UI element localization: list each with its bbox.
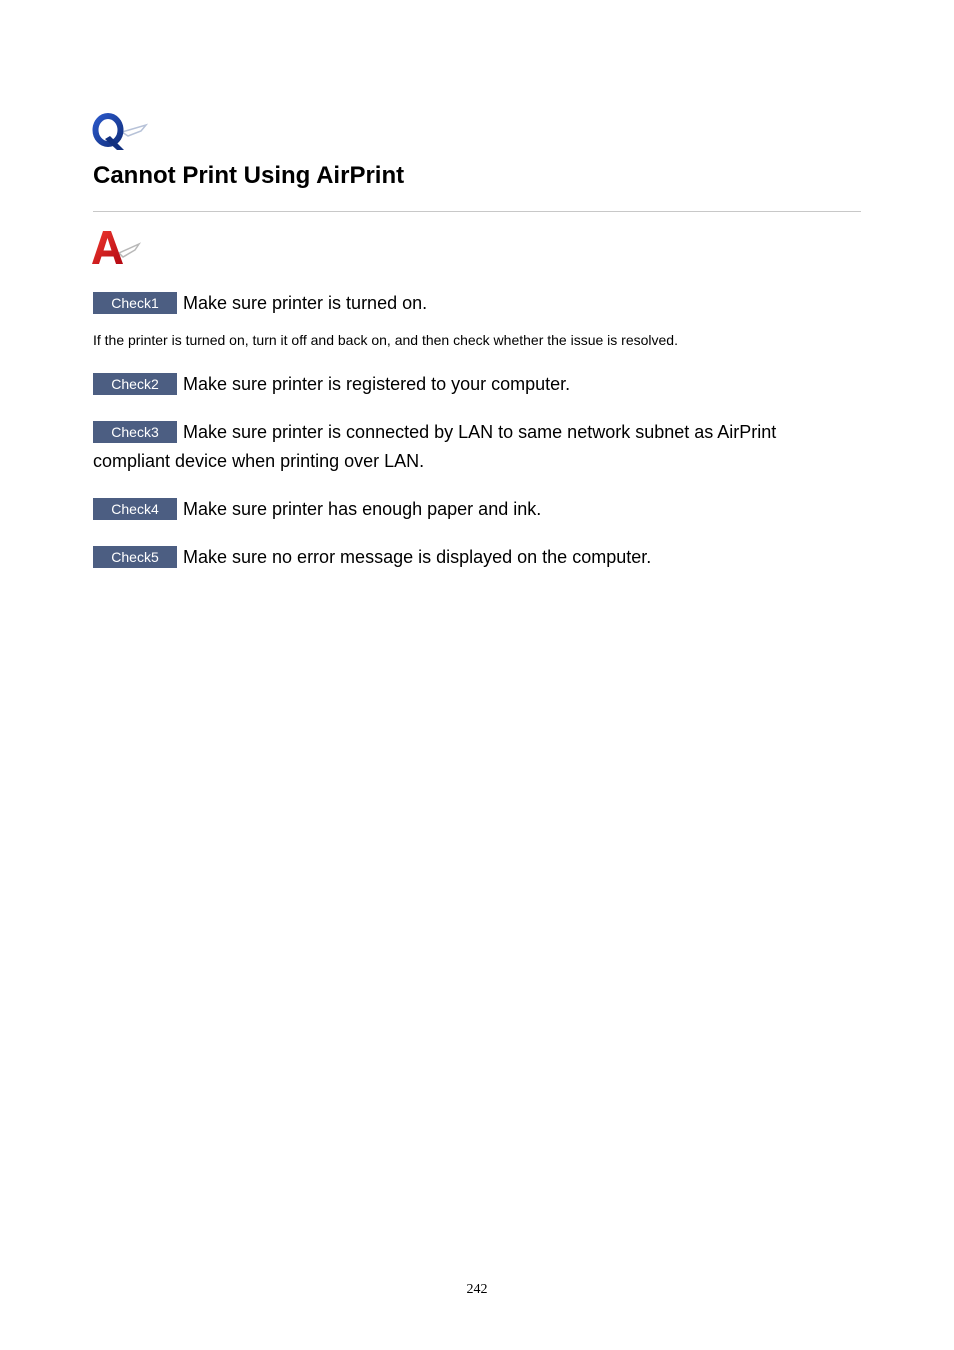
check-text: Make sure printer is turned on. — [183, 293, 428, 313]
check-text: Make sure printer has enough paper and ink. — [183, 499, 542, 519]
check-text: Make sure printer is connected by LAN to same network subnet as AirPrint compliant device when printing over LAN. — [93, 422, 777, 471]
check-badge: Check1 — [93, 292, 177, 314]
check-badge: Check4 — [93, 498, 177, 520]
check-badge: Check5 — [93, 546, 177, 568]
check-text: Make sure printer is registered to your computer. — [183, 374, 571, 394]
answer-a-icon — [92, 229, 142, 267]
question-q-icon — [92, 112, 148, 152]
check1-note: If the printer is turned on, turn it off and back on, and then check whether the issue is resolved. — [93, 332, 678, 348]
check-badge: Check2 — [93, 373, 177, 395]
check-item-3 — [93, 418, 853, 476]
page-number: 242 — [466, 1282, 488, 1297]
check-badge: Check3 — [93, 421, 177, 443]
check-item-1 — [93, 289, 853, 318]
page-title: Cannot Print Using AirPrint — [93, 162, 405, 189]
check-item-4 — [93, 495, 853, 524]
check-text: Make sure no error message is displayed on the computer. — [183, 547, 652, 567]
check-item-2 — [93, 370, 853, 399]
title-divider — [93, 211, 861, 212]
check-item-5 — [93, 543, 853, 572]
